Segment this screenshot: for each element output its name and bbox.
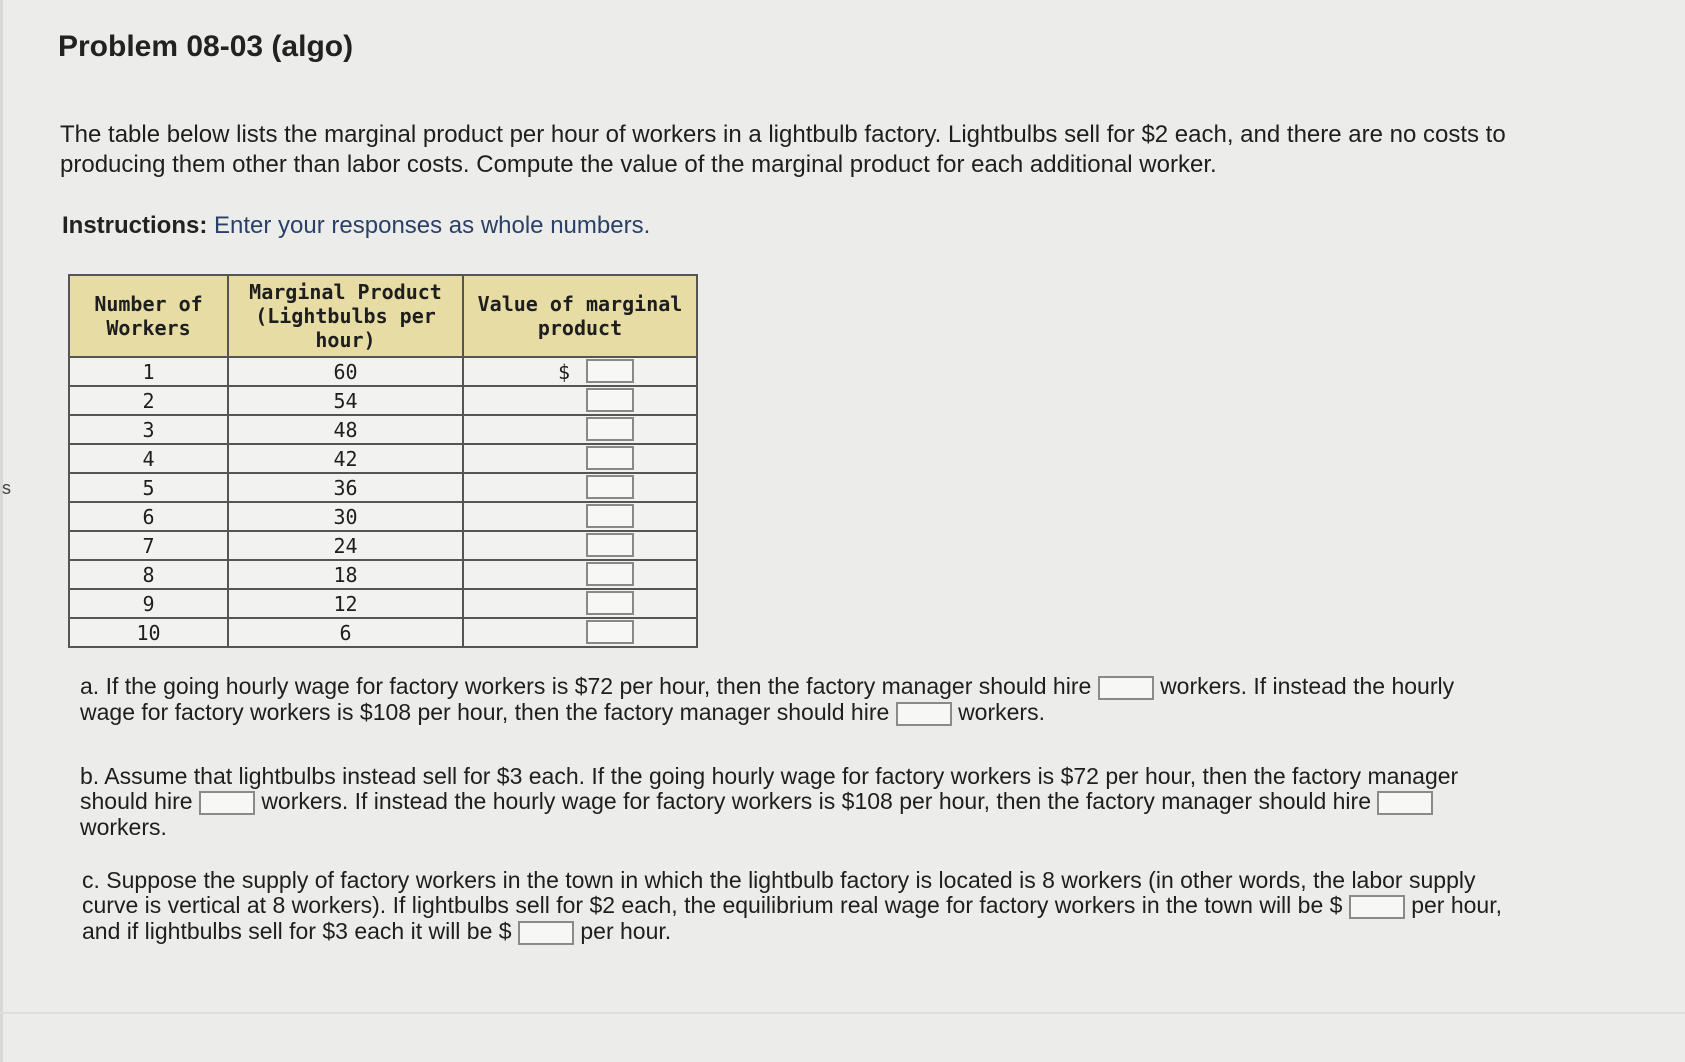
header-value-marginal-product: Value of marginal product — [463, 275, 697, 357]
marginal-product-cell: 24 — [228, 531, 463, 560]
vmp-cell — [463, 502, 697, 531]
table-row — [69, 618, 697, 647]
question-b-text-3: workers. — [80, 813, 167, 840]
workers-cell: 5 — [69, 473, 228, 502]
marginal-product-cell: 60 — [228, 357, 463, 386]
instructions — [62, 212, 650, 240]
question-c — [82, 868, 1502, 945]
question-b — [80, 764, 1500, 840]
vmp-answer-input[interactable] — [586, 417, 634, 441]
table-row — [69, 444, 697, 473]
vmp-answer-input[interactable] — [586, 620, 634, 644]
question-a-text-2: workers. If instead the hourly wage for factory workers is $108 per hour, then the factory manager should hire — [80, 673, 1455, 725]
footer-divider — [0, 1012, 1685, 1014]
vmp-cell — [463, 531, 697, 560]
marginal-product-cell: 18 — [228, 560, 463, 589]
workers-cell: 1 — [69, 357, 228, 386]
workers-cell: 10 — [69, 618, 228, 647]
question-c-answer-2-input[interactable] — [518, 921, 574, 945]
workers-cell: 8 — [69, 560, 228, 589]
vmp-cell — [463, 357, 697, 386]
vmp-answer-input[interactable] — [586, 388, 634, 412]
question-c-text-1: c. Suppose the supply of factory workers in the town in which the lightbulb factory is located is 8 workers (in other words, the labor supply curve is vertical at 8 workers). If lightbulbs sell for $2 each, the equilibrium real wage for factory workers in the town will be $ — [82, 867, 1476, 918]
vmp-cell — [463, 560, 697, 589]
vmp-answer-input[interactable] — [586, 591, 634, 615]
vmp-answer-input[interactable] — [586, 475, 634, 499]
vmp-cell — [463, 386, 697, 415]
marginal-product-cell: 54 — [228, 386, 463, 415]
question-a-answer-1-input[interactable] — [1098, 676, 1154, 700]
table-row — [69, 589, 697, 618]
vmp-cell — [463, 444, 697, 473]
table-row — [69, 531, 697, 560]
marginal-product-cell: 42 — [228, 444, 463, 473]
table-row — [69, 502, 697, 531]
marginal-product-table — [68, 274, 698, 648]
marginal-product-cell: 30 — [228, 502, 463, 531]
problem-intro: The table below lists the marginal product per hour of workers in a lightbulb factory. Lightbulbs sell for $2 each, and there are no costs to producing them other than labor costs. Compute the value of the marginal product for each additional worker. — [60, 121, 1506, 178]
question-a — [80, 674, 1500, 726]
marginal-product-cell: 36 — [228, 473, 463, 502]
dollar-sign: $ — [558, 360, 571, 384]
question-c-answer-1-input[interactable] — [1349, 895, 1405, 919]
question-c-text-2: per hour, and if lightbulbs sell for $3 each it will be $ — [82, 892, 1503, 944]
header-marginal-product: Marginal Product (Lightbulbs per hour) — [228, 275, 463, 357]
left-divider — [0, 0, 3, 1062]
vmp-answer-input[interactable] — [586, 504, 634, 528]
question-a-text-3: workers. — [958, 698, 1045, 725]
vmp-cell — [463, 589, 697, 618]
vmp-answer-input[interactable] — [586, 446, 634, 470]
side-label: s — [2, 478, 11, 498]
question-a-answer-2-input[interactable] — [896, 702, 952, 726]
question-b-answer-1-input[interactable] — [199, 791, 255, 815]
workers-cell: 4 — [69, 444, 228, 473]
table-row — [69, 386, 697, 415]
marginal-product-cell: 6 — [228, 618, 463, 647]
question-b-text-1: b. Assume that lightbulbs instead sell for $3 each. If the going hourly wage for factory workers is $72 per hour, then the factory manager should hire — [80, 763, 1459, 814]
workers-cell: 6 — [69, 502, 228, 531]
table-row — [69, 473, 697, 502]
table-row — [69, 357, 697, 386]
workers-cell: 2 — [69, 386, 228, 415]
instructions-label: Instructions: — [62, 212, 208, 239]
marginal-product-cell: 48 — [228, 415, 463, 444]
vmp-cell — [463, 415, 697, 444]
workers-cell: 7 — [69, 531, 228, 560]
table-row — [69, 415, 697, 444]
header-workers: Number of Workers — [69, 275, 228, 357]
vmp-answer-input[interactable] — [586, 533, 634, 557]
vmp-answer-input[interactable] — [586, 359, 634, 383]
vmp-answer-input[interactable] — [586, 562, 634, 586]
question-a-text-1: a. If the going hourly wage for factory workers is $72 per hour, then the factory manager should hire — [80, 673, 1092, 699]
vmp-cell — [463, 618, 697, 647]
table-row — [69, 560, 697, 589]
table-header-row — [69, 275, 697, 357]
question-b-answer-2-input[interactable] — [1377, 791, 1433, 815]
problem-title: Problem 08-03 (algo) — [58, 30, 354, 63]
instructions-text: Enter your responses as whole numbers. — [214, 212, 651, 239]
problem-page — [58, 30, 1658, 944]
vmp-cell — [463, 473, 697, 502]
question-b-text-2: workers. If instead the hourly wage for factory workers is $108 per hour, then the factory manager should hire — [261, 788, 1371, 814]
workers-cell: 9 — [69, 589, 228, 618]
marginal-product-cell: 12 — [228, 589, 463, 618]
workers-cell: 3 — [69, 415, 228, 444]
question-c-text-3: per hour. — [580, 917, 672, 944]
